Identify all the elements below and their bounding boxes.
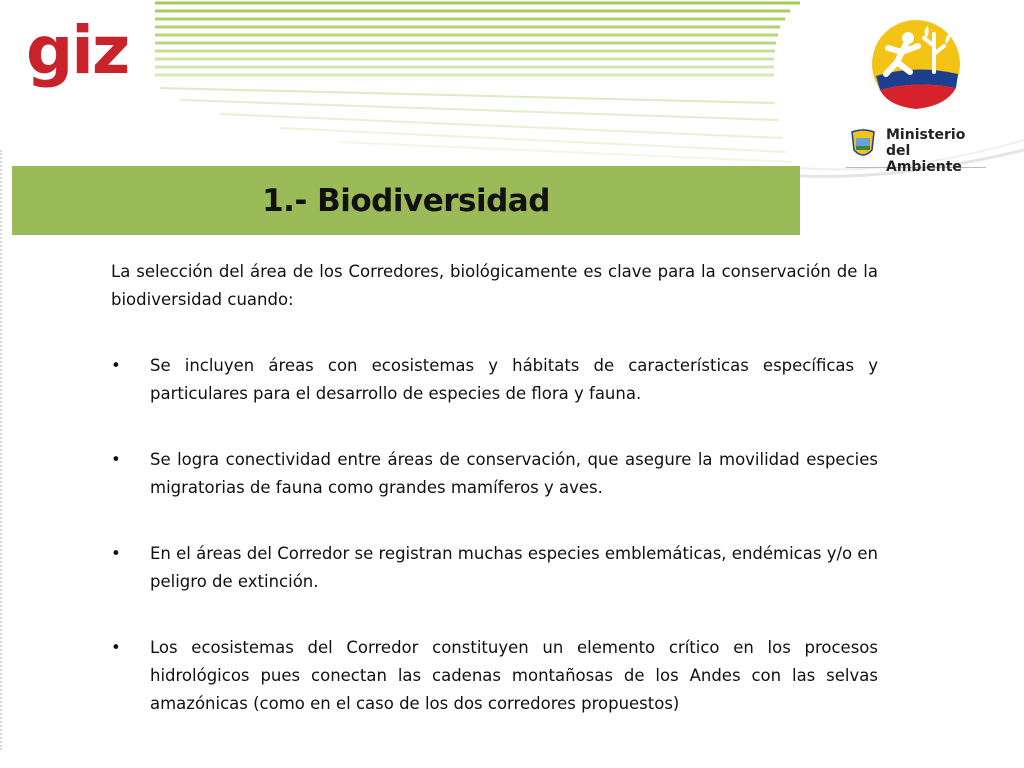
bullet-icon: •	[111, 450, 121, 469]
list-item	[111, 446, 878, 502]
list-item	[111, 352, 878, 408]
title-bar	[12, 166, 800, 235]
slide-title: 1.- Biodiversidad	[262, 182, 550, 219]
list-item-text: Se incluyen áreas con ecosistemas y hábitats de características específicas y particulares para el desarrollo de especies de flora y fauna.	[150, 356, 878, 403]
ministry-emblem-icon	[866, 14, 966, 114]
ministry-line1: Ministerio	[886, 127, 966, 143]
slide-content	[111, 258, 878, 718]
bullet-icon: •	[111, 356, 121, 375]
ministry-line2: del Ambiente	[886, 143, 962, 175]
intro-paragraph: La selección del área de los Corredores, biológicamente es clave para la conservación de la biodiversidad cuando:	[111, 262, 878, 309]
giz-logo: giz	[26, 12, 129, 89]
list-item-text: Se logra conectividad entre áreas de conservación, que asegure la movilidad especies migratorias de fauna como grandes mamíferos y aves.	[150, 450, 878, 497]
bullet-list	[111, 352, 878, 718]
coat-of-arms-icon	[850, 128, 876, 160]
list-item-text: Los ecosistemas del Corredor constituyen un elemento crítico en los procesos hidrológicos pues conectan las cadenas montañosas de los Andes con las selvas amazónicas (como en el caso de los dos corredores propuestos)	[150, 638, 878, 713]
list-item	[111, 540, 878, 596]
list-item	[111, 634, 878, 718]
bullet-icon: •	[111, 638, 121, 657]
ministry-logo	[846, 124, 986, 175]
list-item-text: En el áreas del Corredor se registran muchas especies emblemáticas, endémicas y/o en peligro de extinción.	[150, 544, 878, 591]
bullet-icon: •	[111, 544, 121, 563]
ministry-name	[886, 127, 986, 175]
left-divider	[0, 150, 5, 750]
